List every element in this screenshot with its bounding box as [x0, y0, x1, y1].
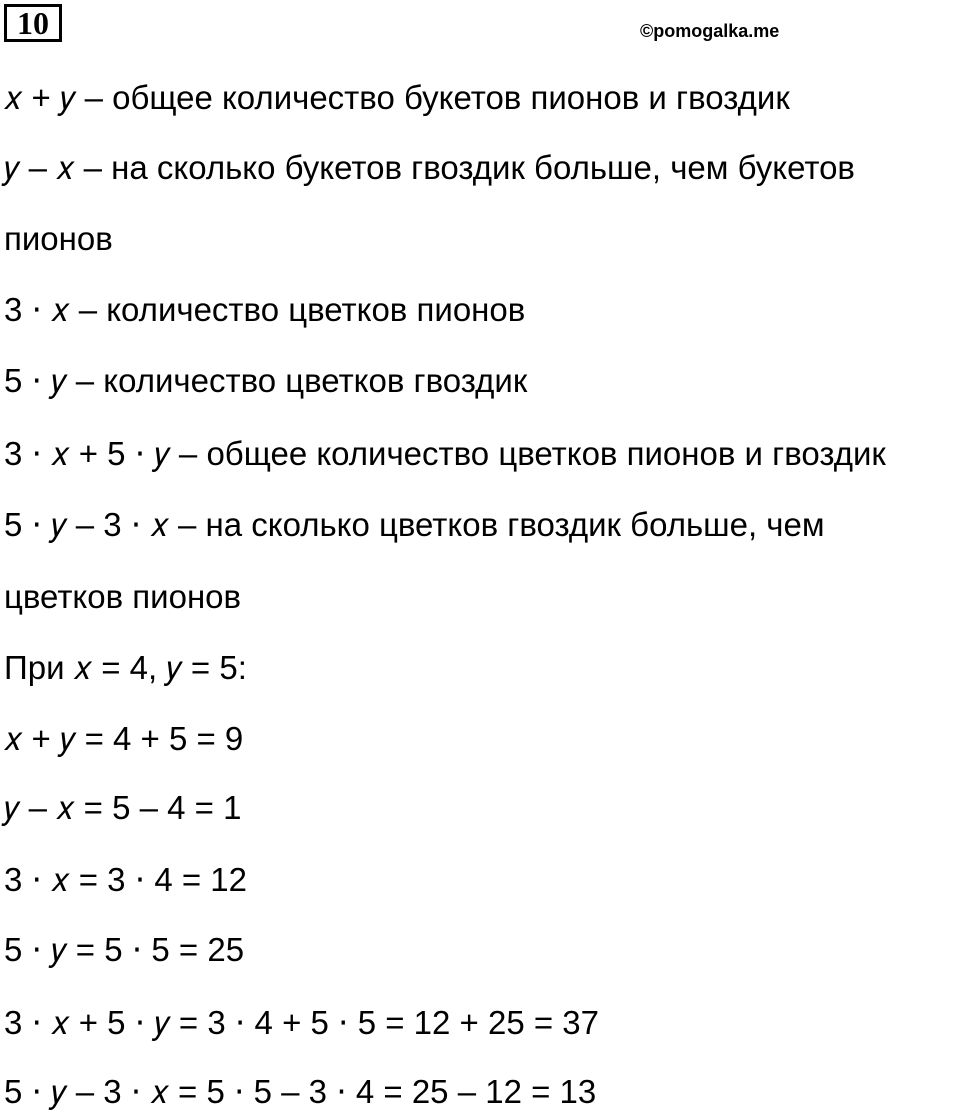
text-line: 3 ⋅ 𝑥 = 3 ⋅ 4 = 12 [4, 861, 248, 898]
text-line: 5 ⋅ 𝑦 = 5 ⋅ 5 = 25 [4, 931, 245, 968]
text-line: цветков пионов [4, 578, 242, 615]
text-line: При 𝑥 = 4, 𝑦 = 5: [4, 649, 247, 686]
text-line: 5 ⋅ 𝑦 – 3 ⋅ 𝑥 = 5 ⋅ 5 – 3 ⋅ 4 = 25 – 12 = 13 [4, 1073, 597, 1110]
watermark: ©pomogalka.me [640, 21, 780, 41]
task-number-box: 10 [4, 4, 62, 42]
text-line: 𝑦 – 𝑥 – на сколько букетов гвоздик больше, чем букетов [4, 149, 855, 186]
text-line: 𝑦 – 𝑥 = 5 – 4 = 1 [4, 789, 242, 826]
text-line: 3 ⋅ 𝑥 + 5 ⋅ 𝑦 = 3 ⋅ 4 + 5 ⋅ 5 = 12 + 25 = 37 [4, 1004, 599, 1041]
text-line: пионов [4, 220, 113, 257]
text-line: 𝑥 + 𝑦 = 4 + 5 = 9 [4, 720, 244, 757]
text-line: 5 ⋅ 𝑦 – количество цветков гвоздик [4, 362, 528, 399]
text-line: 3 ⋅ 𝑥 – количество цветков пионов [4, 291, 526, 328]
text-line: 5 ⋅ 𝑦 – 3 ⋅ 𝑥 – на сколько цветков гвоздик больше, чем [4, 506, 825, 543]
text-line: 3 ⋅ 𝑥 + 5 ⋅ 𝑦 – общее количество цветков пионов и гвоздик [4, 435, 886, 472]
text-line: 𝑥 + 𝑦 – общее количество букетов пионов и гвоздик [4, 79, 790, 116]
